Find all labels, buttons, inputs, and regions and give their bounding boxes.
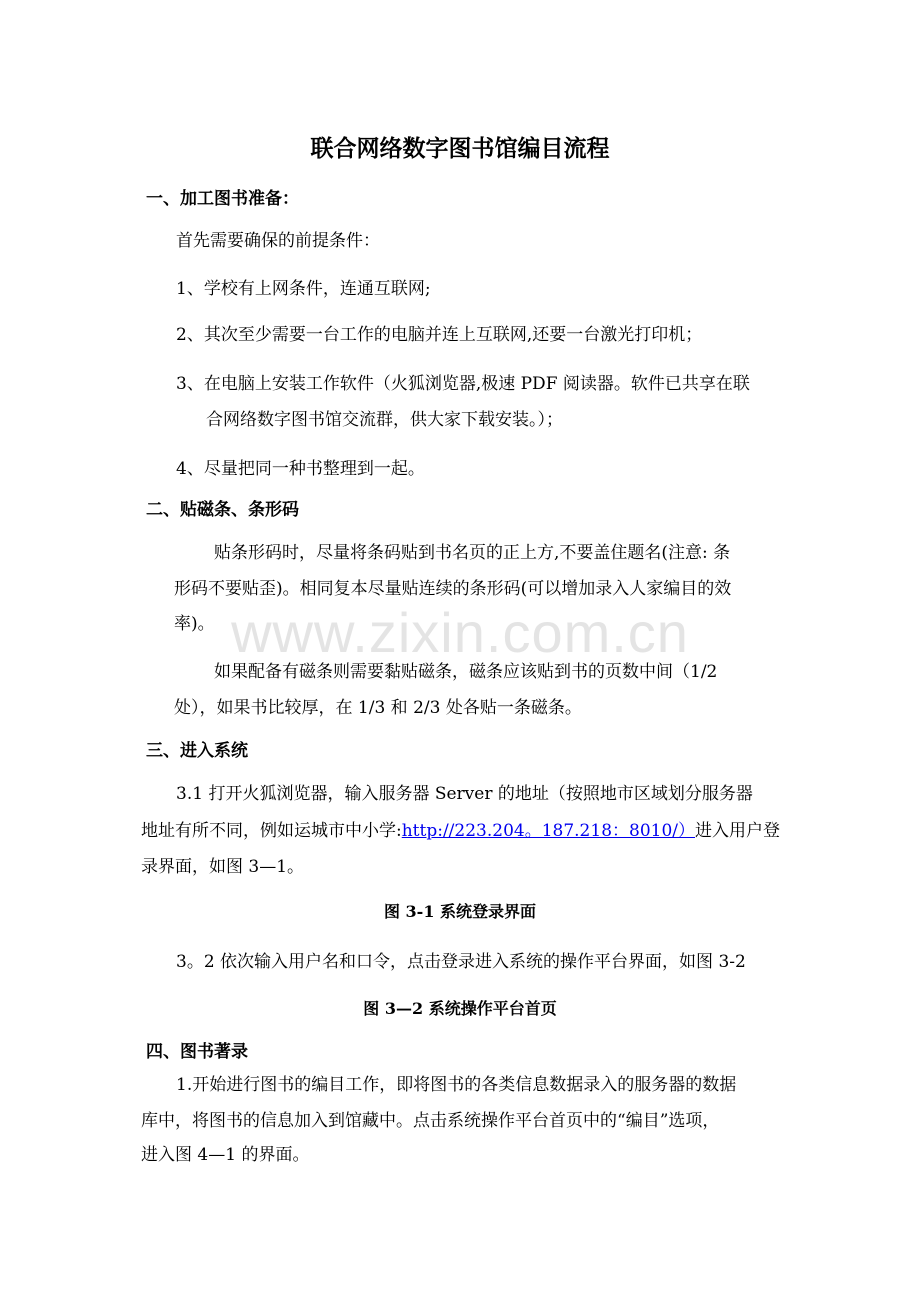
- paragraph-prerequisites-intro: 首先需要确保的前提条件：: [176, 231, 380, 251]
- paragraph-open-browser-line2: [141, 820, 780, 842]
- watermark: www.zixin.com.cn: [231, 601, 689, 664]
- list-item-software-line2: 合网络数字图书馆交流群，供大家下载安装。）；: [206, 410, 563, 430]
- paragraph-open-browser-line2-end: 进入用户登: [695, 821, 781, 841]
- list-item-software-line1: 3、在电脑上安装工作软件（火狐浏览器,极速 PDF 阅读器。软件已共享在联: [176, 374, 750, 394]
- paragraph-barcode-line1: 贴条形码时，尽量将条码贴到书名页的正上方,不要盖住题名(注意: 条: [214, 543, 731, 563]
- paragraph-cataloging-line1: 1.开始进行图书的编目工作，即将图书的各类信息数据录入的服务器的数据: [176, 1075, 737, 1095]
- paragraph-open-browser-line3: 录界面，如图 3—1。: [141, 857, 305, 877]
- list-item-internet: 1、学校有上网条件，连通互联网;: [176, 279, 431, 299]
- section-heading-preparation: 一、加工图书准备：: [146, 189, 299, 209]
- paragraph-magnetic-line1: 如果配备有磁条则需要黏贴磁条，磁条应该贴到书的页数中间（1/2: [214, 662, 718, 682]
- list-item-computer-printer: 2、其次至少需要一台工作的电脑并连上互联网,还要一台激光打印机；: [176, 325, 703, 345]
- paragraph-cataloging-line3: 进入图 4—1 的界面。: [141, 1145, 310, 1165]
- paragraph-cataloging-line2: 库中，将图书的信息加入到馆藏中。点击系统操作平台首页中的“编目”选项，: [141, 1111, 720, 1131]
- paragraph-open-browser-line1: 3.1 打开火狐浏览器，输入服务器 Server 的地址（按照地市区域划分服务器: [176, 784, 753, 804]
- paragraph-magnetic-line2: 处），如果书比较厚，在 1/3 和 2/3 处各贴一条磁条。: [174, 698, 582, 718]
- paragraph-login-step: 3。2 依次输入用户名和口令，点击登录进入系统的操作平台界面，如图 3-2: [176, 952, 746, 972]
- paragraph-barcode-line2: 形码不要贴歪)。相同复本尽量贴连续的条形码(可以增加录入人家编目的效: [174, 579, 732, 599]
- figure-caption-platform: 图 3—2 系统操作平台首页: [363, 999, 557, 1018]
- section-heading-enter-system: 三、进入系统: [146, 741, 248, 761]
- list-item-organize-books: 4、尽量把同一种书整理到一起。: [176, 459, 425, 479]
- section-heading-barcode: 二、贴磁条、条形码: [146, 500, 299, 520]
- document-title: 联合网络数字图书馆编目流程: [310, 135, 610, 162]
- paragraph-barcode-line3: 率)。: [174, 614, 215, 634]
- figure-caption-login: 图 3-1 系统登录界面: [383, 902, 537, 921]
- server-address-link[interactable]: http://223.204。187.218：8010/）: [401, 821, 696, 841]
- section-heading-cataloging: 四、图书著录: [146, 1042, 248, 1062]
- paragraph-open-browser-line2-start: 地址有所不同，例如运城市中小学:: [141, 821, 402, 841]
